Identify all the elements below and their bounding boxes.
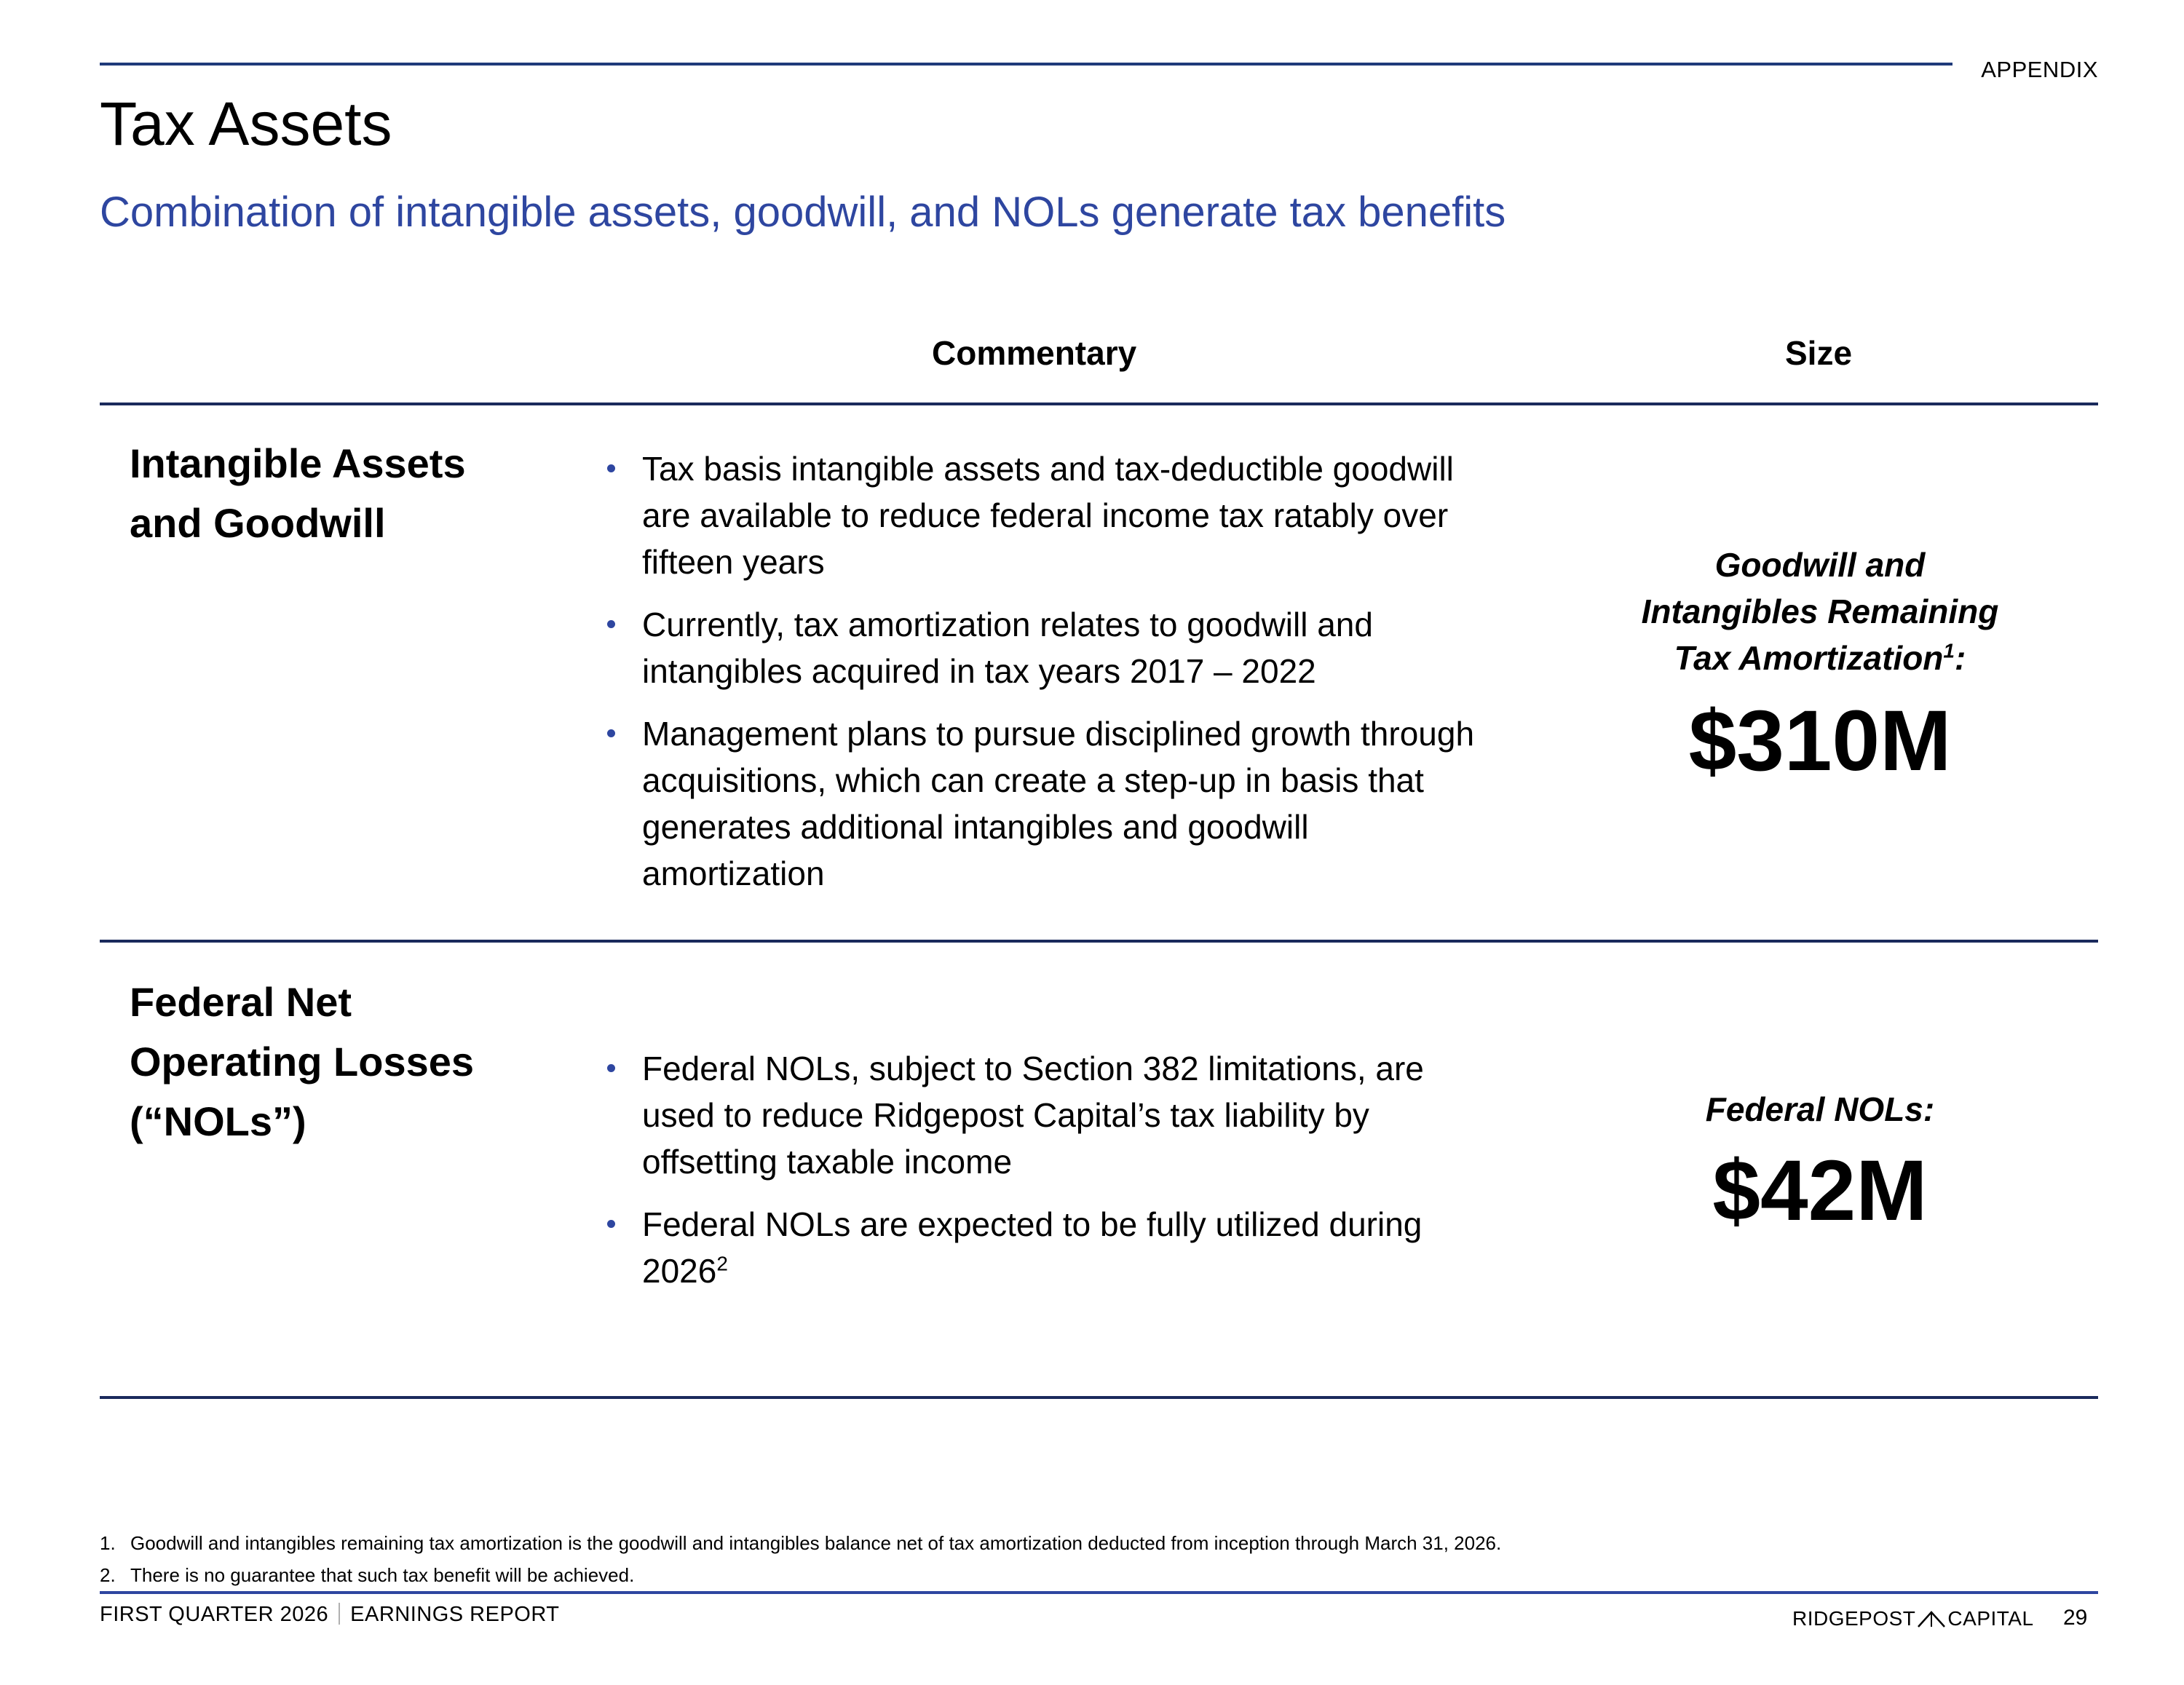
column-header-commentary: Commentary [932,334,1137,372]
size-value-intangibles: $310M [1688,693,1952,789]
row-label-nols [130,972,537,1151]
column-header-size: Size [1785,334,1853,372]
footnotes [100,1527,1501,1591]
page-number: 29 [2063,1606,2088,1630]
table-bottom-rule [100,1396,2098,1399]
footnote-marker: 2 [716,1252,728,1275]
list-item-text: Federal NOLs are expected to be fully utilized during 2026 [642,1205,1423,1290]
row-divider [100,940,2098,943]
footer-separator [339,1603,340,1625]
commentary-list-nols [603,1045,1498,1310]
row-label-line: Federal Net [130,979,352,1025]
list-item: Management plans to pursue disciplined growth through acquisitions, which can create a step-up in basis that generates additional intangibles and goodwill amortization [603,710,1498,897]
size-value-nols: $42M [1712,1143,1928,1239]
footnote-marker: 1 [1943,639,1955,662]
logo-text-left: RIDGEPOST [1792,1607,1916,1630]
footnote-number: 2. [100,1564,116,1586]
footer-report-info [100,1603,560,1627]
footnote-text: Goodwill and intangibles remaining tax amortization is the goodwill and intangibles balance net of tax amortization deducted from inception through March 31, 2026. [130,1532,1502,1554]
page-subtitle: Combination of intangible assets, goodwill, and NOLs generate tax benefits [100,189,1506,236]
table-header-rule [100,403,2098,405]
company-logo [1792,1607,2034,1630]
size-intangibles [1558,542,2082,792]
footnote-text: There is no guarantee that such tax benefit will be achieved. [130,1564,635,1586]
list-item: Federal NOLs, subject to Section 382 limitations, are used to reduce Ridgepost Capital’s tax liability by offsetting taxable income [603,1045,1498,1185]
footer-period: FIRST QUARTER 2026 [100,1603,329,1626]
mountain-peak-icon [1917,1609,1946,1628]
footnote-number: 1. [100,1532,116,1554]
row-label-line: (“NOLs”) [130,1098,306,1144]
list-item: Currently, tax amortization relates to goodwill and intangibles acquired in tax years 2017 – 2022 [603,601,1498,694]
size-label-suffix: : [1954,639,1966,677]
footer-report: EARNINGS REPORT [350,1603,560,1626]
logo-text-right: CAPITAL [1947,1607,2034,1630]
size-label-line: Goodwill and [1714,546,1926,584]
header-rule [100,63,1952,66]
footnote [100,1527,1501,1559]
size-label-intangibles [1558,542,2082,681]
row-label-line: Operating Losses [130,1039,475,1085]
row-label-line: and Goodwill [130,500,386,546]
size-label-line [1558,635,2082,681]
size-label-text: Tax Amortization [1674,639,1944,677]
size-label-nols: Federal NOLs: [1705,1090,1935,1128]
list-item: Tax basis intangible assets and tax-deductible goodwill are available to reduce federal income tax ratably over fifteen years [603,445,1498,585]
commentary-list-intangibles [603,445,1498,913]
footnote [100,1559,1501,1591]
size-nols [1558,1086,2082,1242]
size-label-line: Intangibles Remaining [1641,592,1999,630]
list-item [603,1201,1498,1294]
section-label: APPENDIX [1981,57,2098,82]
footer-rule [100,1591,2098,1594]
row-label-intangibles [130,434,537,553]
page-title: Tax Assets [100,90,392,158]
row-label-line: Intangible Assets [130,440,466,486]
